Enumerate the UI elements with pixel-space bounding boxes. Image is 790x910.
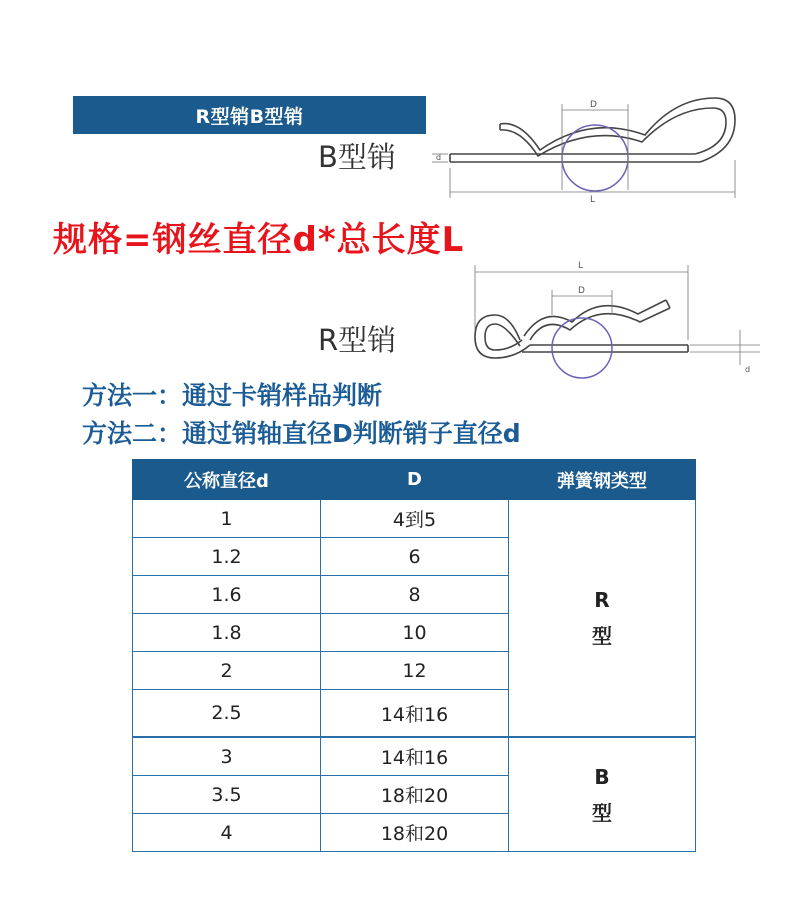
b-dim-d-label: d [436, 153, 442, 162]
type-cell-b [509, 737, 696, 852]
table-row [133, 737, 696, 776]
cell-d: 3.5 [133, 776, 321, 814]
table-header-row [133, 460, 696, 500]
header-nominal-diameter: 公称直径d [133, 460, 321, 500]
cell-D: 6 [321, 538, 509, 576]
cell-d: 1 [133, 500, 321, 538]
cell-D: 14和16 [321, 690, 509, 738]
cell-D: 4到5 [321, 500, 509, 538]
method-one-text: 方法一：通过卡销样品判断 [82, 381, 383, 410]
type-cell-r [509, 500, 696, 738]
r-pin-diagram [460, 240, 770, 390]
cell-D: 18和20 [321, 776, 509, 814]
spec-table [132, 459, 696, 852]
cell-D: 10 [321, 614, 509, 652]
page-title: R型销B型销 [73, 96, 426, 134]
b-dim-D-label: D [590, 100, 597, 110]
cell-d: 1.8 [133, 614, 321, 652]
cell-D: 8 [321, 576, 509, 614]
b-pin-label: B型销 [318, 140, 396, 174]
cell-d: 1.6 [133, 576, 321, 614]
type-b-letter: B [594, 764, 610, 789]
b-dim-L-label: L [590, 195, 596, 205]
cell-d: 3 [133, 737, 321, 776]
method-two-text: 方法二：通过销轴直径D判断销子直径d [82, 419, 521, 448]
header-D: D [321, 460, 509, 500]
cell-d: 4 [133, 814, 321, 852]
r-pin-label: R型销 [318, 323, 397, 357]
r-dim-L-label: L [578, 261, 584, 271]
b-pin-diagram [430, 80, 760, 210]
header-spring-steel-type: 弹簧钢类型 [509, 460, 696, 500]
cell-D: 18和20 [321, 814, 509, 852]
cell-D: 12 [321, 652, 509, 690]
r-dim-d-label: d [745, 365, 751, 374]
cell-D: 14和16 [321, 737, 509, 776]
type-b-suffix: 型 [592, 800, 612, 825]
table-row [133, 500, 696, 538]
cell-d: 2 [133, 652, 321, 690]
cell-d: 1.2 [133, 538, 321, 576]
cell-d: 2.5 [133, 690, 321, 738]
r-dim-D-label: D [578, 286, 585, 296]
type-r-suffix: 型 [592, 624, 612, 648]
spec-formula: 规格=钢丝直径d*总长度L [53, 220, 465, 260]
type-r-letter: R [594, 588, 610, 612]
